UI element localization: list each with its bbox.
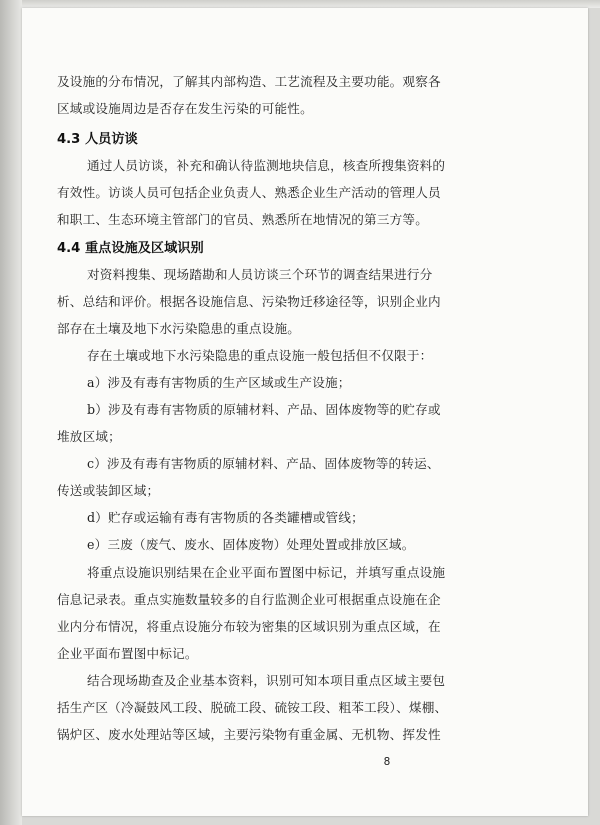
list-item-b: b）涉及有毒有害物质的原辅材料、产品、固体废物等的贮存或 xyxy=(87,402,441,417)
text-line: 对资料搜集、现场踏勘和人员访谈三个环节的调查结果进行分 xyxy=(87,267,433,282)
text-line: 括生产区（冷凝鼓风工段、脱硫工段、硫铵工段、粗苯工段）、煤棚、 xyxy=(57,700,448,715)
section-heading-4-4: 4.4 重点设施及区域识别 xyxy=(57,241,204,256)
text-line: 结合现场勘查及企业基本资料，识别可知本项目重点区域主要包 xyxy=(87,673,446,688)
section-heading-4-3: 4.3 人员访谈 xyxy=(57,132,138,147)
text-line: 存在土壤或地下水污染隐患的重点设施一般包括但不仅限于： xyxy=(87,348,433,363)
list-item-b-cont: 堆放区域； xyxy=(57,429,121,444)
text-line: 企业平面布置图中标记。 xyxy=(57,646,198,661)
list-item-a: a）涉及有毒有害物质的生产区域或生产设施； xyxy=(87,375,351,390)
list-item-d: d）贮存或运输有毒有害物质的各类罐槽或管线； xyxy=(87,510,364,525)
list-item-e: e）三废（废气、废水、固体废物）处理处置或排放区域。 xyxy=(87,537,415,552)
text-line: 将重点设施识别结果在企业平面布置图中标记，并填写重点设施 xyxy=(87,565,446,580)
scan-binding-shadow xyxy=(0,0,22,825)
text-line: 有效性。访谈人员可包括企业负责人、熟悉企业生产活动的管理人员 xyxy=(57,185,441,200)
document-page xyxy=(22,8,588,816)
text-line: 部存在土壤及地下水污染隐患的重点设施。 xyxy=(57,321,301,336)
scan-top-shadow xyxy=(0,0,600,8)
list-item-c-cont: 传送或装卸区域； xyxy=(57,483,160,498)
text-line: 和职工、生态环境主管部门的官员、熟悉所在地情况的第三方等。 xyxy=(57,212,429,227)
text-line: 锅炉区、废水处理站等区域，主要污染物有重金属、无机物、挥发性 xyxy=(57,727,441,742)
text-line: 析、总结和评价。根据各设施信息、污染物迁移途径等，识别企业内 xyxy=(57,294,441,309)
text-line: 通过人员访谈，补充和确认待监测地块信息，核查所搜集资料的 xyxy=(87,158,446,173)
text-line: 及设施的分布情况，了解其内部构造、工艺流程及主要功能。观察各 xyxy=(57,74,441,89)
text-line: 业内分布情况，将重点设施分布较为密集的区域识别为重点区域，在 xyxy=(57,619,441,634)
list-item-c: c）涉及有毒有害物质的原辅材料、产品、固体废物等的转运、 xyxy=(87,456,440,471)
text-line: 区域或设施周边是否存在发生污染的可能性。 xyxy=(57,101,313,116)
page-number: 8 xyxy=(383,756,391,768)
text-line: 信息记录表。重点实施数量较多的自行监测企业可根据重点设施在企 xyxy=(57,592,441,607)
